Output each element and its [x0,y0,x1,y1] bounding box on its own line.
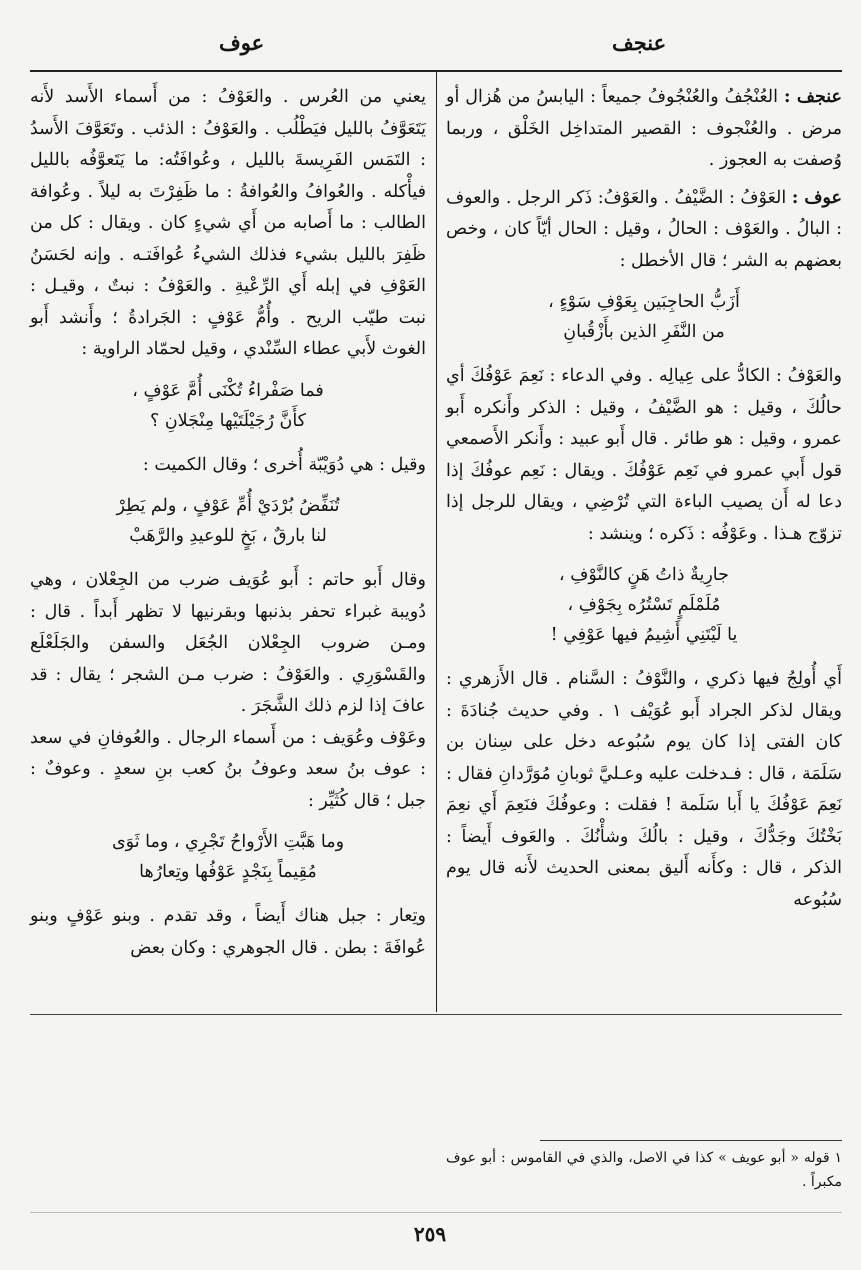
bottom-rule [30,1014,842,1015]
verse-line: يا لَيْتَنِي أَشِيمُ فيها عَوْفِي ! [550,625,738,645]
entry-awf [446,183,842,278]
paragraph: وتِعار : جبل هناك أَيضاً ، وقد تقدم . وبنو عَوْفٍ وبنو عُوافَةَ : بطن . قال الجوهري : وكان بعض [30,906,426,958]
paragraph: وعَوْف وعُوَيف : من أَسماء الرجال . والعُوفانِ في سعد : عوف بنُ سعد وعوفُ بنُ كعب بنِ سعدٍ . وعوفٌ : جبل ؛ قال كُثَيِّر : [30,727,426,811]
paragraph: وقال أَبو حاتم : أَبو عُوَيف ضرب من الجِعْلان ، وهي دُويبة غبراء تحفر بذنبها وبقرنيها لا تظهر أَبداً . قال : ومـن ضروب الجِعْلان الجُعَل والسفن والجَلَعْلَع والقَسْوَرِي . والعَوْفُ : ضرب مـن الشجر ؛ يقال : قد عافَ إذا لزم ذلك الشَّجَرَ . [30,570,426,716]
left-column [30,82,426,964]
column-divider [436,72,437,1012]
paragraph: وقيل : هي دُوَيْبّة أُخرى ؛ وقال الكميت : [142,454,426,475]
paragraph: والعَوْفُ : الكادُّ على عِيالِه . وفي الدعاء : نَعِمَ عَوْفُكَ أي حالُكَ ، وقيل : هو الضَّيْفُ ، وقيل : الذكر وأَنكره أَبو عمرو ، وقيل : هو طائر . قال أَبو عبيد : وأَنكر الأَصمعي قول أَبي عمرو في نَعِم عَوْفُكَ . ويقال : نَعِم عوفُكَ إذا دعا له أَن يصيب الباءة التي تُرْضِي ، ويقال للرجل إذا تزوّج هـذا . وعَوْفُه : ذَكره ؛ وينشد : [446,366,842,544]
entry-anjaf-text: العُنْجُفُ والعُنْجُوفُ جميعاً : اليابسُ من هُزال أو مرض . والعُنْجوف : القصير المتداخِل الخَلْق ، وربما وُصفت به العجوز . [446,87,842,170]
right-column [446,82,842,916]
page-number: ٢٥٩ [413,1222,447,1246]
verse-line: أَزَبُّ الحاجِبَين بِعَوْفِ سَوْءٍ ، [548,292,740,312]
verse-line: وما هَبَّتِ الأَرْواحُ تَجْرِي ، وما ثَوَى [111,832,345,852]
paragraph: أَي أُولِجُ فيها ذكري ، والنَّوْفُ : السَّنام . قال الأَزهري : ويقال لذكر الجراد أَبو عُوَيْف ١ . وفي حديث جُنادَةَ : كان الفتى إذا كان يوم سُبُوعه دخل على سِنان بن سَلَمَة ، قال : فـدخلت عليه وعـليَّ ثوبانِ مُوَرَّدانِ فقال : نَعِمَ عَوْفُكَ يا أَبا سَلَمة ! فقلت : وعوفُكَ فنَعِمَ أَي نعِمَ بَخْتُكَ وجَدُّكَ ، وقيل : بالُكَ وشأْنُكَ . والعَوف أَيضاً : الذكر ، قال : وكأَنه أَليق بمعنى الحديث لأَنه قال يوم سُبُوعه [446,669,842,910]
headword-anjaf: عنجف : [783,87,842,107]
headword-awf: عوف : [791,187,842,208]
verse-kuthayyir [30,827,426,887]
footnote: ١ قوله « أبو عويف » كذا في الاصل، والذي في القاموس : أبو عوف مكبراً . [446,1150,842,1190]
verse-akhtal [446,287,842,347]
verse-line: جارِيةٌ ذاتُ هَنٍ كالنَّوْفِ ، [559,565,729,585]
verse-jariya [446,560,842,650]
verse-sindi [30,376,426,436]
footnote-rule [540,1140,842,1141]
running-head-left: عوف [219,30,265,55]
footer-rule [30,1212,842,1213]
verse-line: فما صَفْراءُ تُكْنَى أُمَّ عَوْفٍ ، [132,380,324,401]
verse-line: مُلَمْلَمٍ تَسْتُرُه بِجَوْفِ ، [567,595,721,615]
verse-line: من النَّفَرِ الذين بأَزْقُبانِ [563,322,725,342]
verse-kumayt [30,491,426,551]
verse-line: لنا بارقٌ ، بَخٍ للوعيدِ والرَّهَبْ [129,526,327,546]
entry-awf-text: العَوْفُ : الضَّيْفُ . والعَوْفُ: ذَكر الرجل . والعوف : البالُ . والعَوْف : الحالُ ، وقيل : الحال أيّاً كان ، وخص بعضهم به الشر ؛ قال الأخطل : [445,187,842,271]
entry-anjaf [446,82,842,177]
verse-line: تُنَفِّضُ بُرْدَيْ أُمِّ عَوْفٍ ، ولم يَطِرْ [116,496,340,516]
paragraph: يعني من العُرس . والعَوْفُ : من أَسماء الأَسد لأَنه يَتَعَوَّفُ بالليل فيَطْلُب . والعَوْفُ : الذئب . وتَعَوَّفَ الأَسدُ : التَمَس الفَرِيسةَ بالليل ، وعُوافَتُه: ما يَتَعوَّفُه بالليل فيأْكله . والعُوافُ والعُوافةُ : ما ظَفِرْتَ به ليلاً . وعُوافة الطالب : ما أَصابه من أَي شيءٍ كان . ويقال : كل من ظَفِرَ بالليل بشيء فذلك الشيءُ عُوافَتـه . وإنه لحَسَنُ العَوْفِ في إبله أَي الرِّعْيةِ . والعَوْفُ : نبتٌ ، وقيـل : نبت طيّب الريح . وأُمُّ عَوْفٍ : الجَرادةُ ؛ وأَنشد أَبو الغوث لأَبي عطاء السِّنْدي ، وقيل لحمّاد الراوية : [30,87,426,359]
verse-line: مُقِيماً بِنَجْدٍ عَوْفُها وتِعارُها [139,862,317,882]
verse-line: كأَنَّ رُجَيْلَتَيْها مِنْجَلانِ ؟ [149,410,307,431]
running-head-right: عنجف [612,30,667,55]
